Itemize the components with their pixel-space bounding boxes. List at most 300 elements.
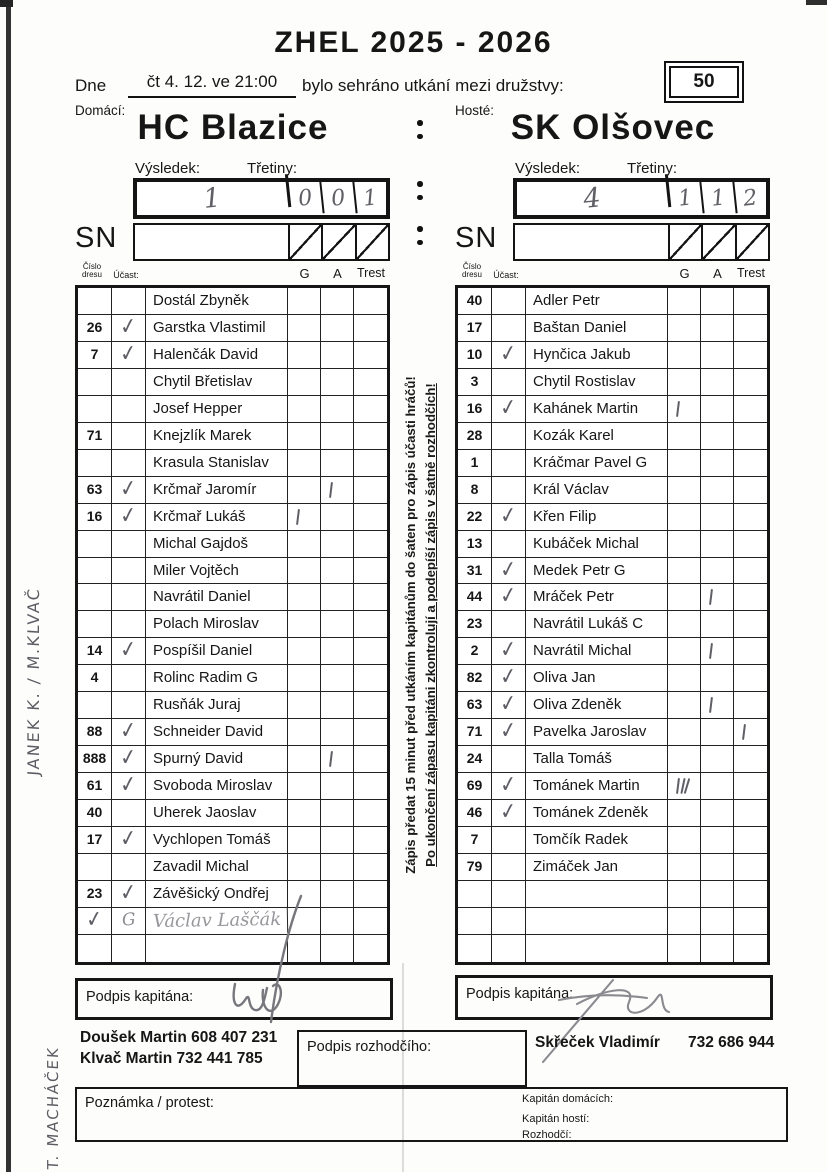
penalty-cell (734, 827, 767, 853)
player-number-cell: 63 (78, 477, 112, 503)
player-number-cell (78, 531, 112, 557)
goals-cell (288, 396, 321, 422)
player-name-cell: Zavadil Michal (146, 854, 288, 880)
goals-cell (288, 665, 321, 691)
penalty-cell (734, 531, 767, 557)
referee-signature-label: Podpis rozhodčího: (307, 1039, 432, 1055)
player-name-cell: Dostál Zbyněk (146, 288, 288, 314)
player-name-cell: Rolinc Radim G (146, 665, 288, 691)
goals-cell (288, 315, 321, 341)
attendance-cell (112, 315, 146, 341)
penalty-cell (354, 342, 387, 368)
player-row (458, 665, 767, 692)
player-number-cell (78, 288, 112, 314)
penalty-cell (354, 854, 387, 880)
attendance-cell (112, 611, 146, 637)
goals-cell (288, 908, 321, 934)
assists-cell (701, 315, 734, 341)
player-name-cell: Krčmař Lukáš (146, 504, 288, 530)
player-row (458, 558, 767, 585)
sn-diagonal-cell (323, 225, 356, 259)
player-name-cell: Mráček Petr (526, 584, 668, 610)
penalty-cell (354, 881, 387, 907)
player-number-cell (78, 584, 112, 610)
assists-cell (701, 719, 734, 745)
match-number-box (664, 61, 744, 103)
player-number-cell: 79 (458, 854, 492, 880)
player-name-cell: Vychlopen Tomáš (146, 827, 288, 853)
tally-mark (329, 482, 333, 498)
captain-home-label: Kapitán domácích: (522, 1093, 614, 1105)
goals-cell (288, 881, 321, 907)
attendance-cell (492, 908, 526, 934)
player-row (458, 504, 767, 531)
goals-cell (668, 746, 701, 772)
home-roster-table (75, 285, 390, 965)
assists-cell (321, 908, 354, 934)
margin-note-lower: T. MACHÁČEK (44, 1045, 62, 1171)
attendance-check-icon: ✓ (118, 717, 139, 745)
player-name-cell: Tománek Zdeněk (526, 800, 668, 826)
attendance-check-icon: ✓ (118, 313, 139, 341)
penalty-cell (734, 638, 767, 664)
assists-cell (321, 315, 354, 341)
player-number-cell: 8 (458, 477, 492, 503)
penalty-cell (354, 773, 387, 799)
attendance-cell (112, 935, 146, 962)
assists-cell (701, 396, 734, 422)
player-number-cell: 17 (458, 315, 492, 341)
assists-cell (701, 450, 734, 476)
sn-diagonal-cell (290, 225, 323, 259)
assists-cell (701, 531, 734, 557)
attendance-cell (112, 584, 146, 610)
penalty-cell (734, 854, 767, 880)
goals-cell (668, 369, 701, 395)
referee-signature-box (297, 1030, 527, 1087)
attendance-cell (112, 342, 146, 368)
home-score-box (133, 178, 390, 219)
penalty-cell (354, 719, 387, 745)
player-row (458, 584, 767, 611)
away-thirds-label: Třetiny: (627, 160, 678, 177)
player-number-cell: 2 (458, 638, 492, 664)
penalty-cell (354, 396, 387, 422)
player-name-cell: Tomčík Radek (526, 827, 668, 853)
penalty-cell (354, 531, 387, 557)
home-attendance-col-header: Účast: (113, 270, 139, 280)
away-attendance-col-header: Účast: (493, 270, 519, 280)
player-name-cell: Krčmař Jaromír (146, 477, 288, 503)
goals-cell (668, 531, 701, 557)
player-number-cell: 22 (458, 504, 492, 530)
instruction-line-1: Zápis předat 15 minut před utkáním kapitánům do šaten pro zápis účasti hráčů! (403, 376, 418, 874)
penalty-cell (354, 746, 387, 772)
assists-cell (321, 665, 354, 691)
penalty-cell (354, 369, 387, 395)
player-name-cell: Schneider David (146, 719, 288, 745)
player-number-cell: 4 (78, 665, 112, 691)
attendance-cell (112, 827, 146, 853)
assists-cell (701, 908, 734, 934)
player-name-cell: Pospíšil Daniel (146, 638, 288, 664)
tally-mark (742, 724, 746, 740)
penalty-cell (734, 665, 767, 691)
assists-cell (321, 854, 354, 880)
player-number-cell: 63 (458, 692, 492, 718)
penalty-cell (354, 558, 387, 584)
goals-cell (668, 288, 701, 314)
attendance-cell (492, 342, 526, 368)
attendance-cell (112, 800, 146, 826)
player-row (78, 315, 387, 342)
player-number-cell: 23 (458, 611, 492, 637)
attendance-cell (492, 827, 526, 853)
away-third-3: 2 (742, 185, 759, 212)
player-name-cell: Navrátil Michal (526, 638, 668, 664)
attendance-check-icon: ✓ (118, 744, 139, 772)
goals-cell (668, 827, 701, 853)
home-goals-col-header: G (299, 266, 310, 281)
player-name-cell (526, 881, 668, 907)
scan-corner-mark (0, 0, 13, 7)
attendance-cell (492, 396, 526, 422)
player-name-cell: Spurný David (146, 746, 288, 772)
goals-cell (668, 719, 701, 745)
away-sn-label: SN (455, 222, 498, 254)
assists-cell (321, 692, 354, 718)
goals-cell (288, 423, 321, 449)
assists-cell (701, 665, 734, 691)
player-number-cell: 26 (78, 315, 112, 341)
attendance-cell (492, 504, 526, 530)
assists-cell (701, 584, 734, 610)
attendance-cell (492, 638, 526, 664)
player-name-cell: Uherek Jaoslav (146, 800, 288, 826)
sn-diagonal-cell (670, 225, 703, 259)
penalty-cell (734, 558, 767, 584)
penalty-cell (734, 881, 767, 907)
tally-mark (329, 751, 333, 767)
goals-cell (668, 396, 701, 422)
sn-blank-cell (515, 225, 670, 259)
home-sn-box (133, 223, 390, 261)
player-name-cell: Halenčák David (146, 342, 288, 368)
assists-cell (321, 342, 354, 368)
home-third-1: 0 (288, 180, 324, 216)
attendance-check-icon: ✓ (498, 717, 519, 745)
home-captain-signature-label: Podpis kapitána: (86, 989, 194, 1005)
player-name-cell: Michal Gajdoš (146, 531, 288, 557)
assists-cell (701, 827, 734, 853)
player-number-cell: 16 (458, 396, 492, 422)
goals-cell (668, 665, 701, 691)
penalty-cell (734, 584, 767, 610)
away-assists-col-header: A (713, 266, 722, 281)
player-row (458, 396, 767, 423)
player-number-cell: 88 (78, 719, 112, 745)
penalty-cell (354, 827, 387, 853)
goals-cell (668, 881, 701, 907)
player-row (458, 638, 767, 665)
assists-cell (701, 611, 734, 637)
assists-cell (701, 746, 734, 772)
assists-cell (701, 692, 734, 718)
home-third-2: 0 (321, 180, 357, 216)
goals-cell (668, 423, 701, 449)
attendance-cell (112, 450, 146, 476)
assists-cell (321, 746, 354, 772)
penalty-cell (734, 800, 767, 826)
away-result-value: 4 (516, 174, 672, 223)
player-row (78, 800, 387, 827)
player-row (458, 773, 767, 800)
player-row (458, 881, 767, 908)
player-row (458, 477, 767, 504)
away-sn-box (513, 223, 770, 261)
player-name-cell: Kozák Karel (526, 423, 668, 449)
player-number-cell: 28 (458, 423, 492, 449)
attendance-check-icon: ✓ (498, 556, 519, 583)
home-label: Domácí: (75, 103, 126, 118)
player-name-cell: Kráčmar Pavel G (526, 450, 668, 476)
away-goals-col-header: G (679, 266, 690, 281)
attendance-check-icon: ✓ (498, 636, 519, 664)
attendance-check-icon: ✓ (118, 475, 139, 503)
away-roster-table (455, 285, 770, 965)
attendance-cell (112, 719, 146, 745)
instruction-line-2: Po ukončení zápasu kapitáni zkontrolují a podepíší zápis v šatně rozhodčích! (423, 383, 438, 867)
goals-cell (288, 504, 321, 530)
player-number-cell: 44 (458, 584, 492, 610)
home-result-value: 1 (136, 174, 292, 223)
player-row (78, 423, 387, 450)
attendance-cell (492, 773, 526, 799)
assists-cell (701, 935, 734, 962)
goals-cell (288, 288, 321, 314)
assists-cell (701, 504, 734, 530)
player-number-cell (78, 450, 112, 476)
penalty-cell (354, 288, 387, 314)
player-number-cell: 16 (78, 504, 112, 530)
player-number-cell: 61 (78, 773, 112, 799)
player-number-cell (78, 935, 112, 962)
attendance-cell (492, 450, 526, 476)
player-name-cell: Kubáček Michal (526, 531, 668, 557)
page-title: ZHEL 2025 - 2026 (274, 26, 553, 59)
penalty-cell (354, 584, 387, 610)
attendance-cell (112, 477, 146, 503)
assists-cell (321, 531, 354, 557)
away-label: Hosté: (455, 103, 495, 118)
player-row (78, 827, 387, 854)
player-number-cell: 46 (458, 800, 492, 826)
home-contacts (80, 1027, 277, 1069)
player-row (78, 665, 387, 692)
penalty-cell (354, 908, 387, 934)
goals-cell (288, 558, 321, 584)
penalty-cell (734, 746, 767, 772)
penalty-cell (734, 773, 767, 799)
player-name-cell: Garstka Vlastimil (146, 315, 288, 341)
player-row (458, 908, 767, 935)
assists-cell (701, 423, 734, 449)
goals-cell (288, 773, 321, 799)
assists-cell (701, 854, 734, 880)
match-number: 50 (669, 66, 739, 98)
attendance-check-icon: ✓ (118, 340, 139, 368)
assists-cell (321, 396, 354, 422)
attendance-check-icon: ✓ (118, 825, 139, 853)
home-contact-2: Klvač Martin 732 441 785 (80, 1050, 263, 1067)
penalty-cell (734, 369, 767, 395)
player-number-cell: 71 (78, 423, 112, 449)
penalty-cell (734, 611, 767, 637)
player-row (458, 692, 767, 719)
attendance-cell (492, 611, 526, 637)
player-row (458, 369, 767, 396)
player-name-cell: Závěšický Ondřej (146, 881, 288, 907)
attendance-cell (492, 369, 526, 395)
penalty-cell (354, 638, 387, 664)
attendance-check-icon: ✓ (498, 502, 519, 530)
player-number-cell (78, 558, 112, 584)
attendance-cell (492, 692, 526, 718)
goals-cell (288, 450, 321, 476)
goals-cell (288, 342, 321, 368)
home-number-col-header: Číslo dresu (81, 262, 102, 279)
sn-diagonal-cell (703, 225, 736, 259)
assists-cell (321, 558, 354, 584)
player-number-cell: 7 (78, 342, 112, 368)
home-assists-col-header: A (333, 266, 342, 281)
assists-cell (701, 773, 734, 799)
assists-cell (321, 584, 354, 610)
penalty-cell (734, 423, 767, 449)
assists-cell (321, 611, 354, 637)
assists-cell (701, 638, 734, 664)
penalty-cell (734, 504, 767, 530)
player-row (458, 423, 767, 450)
goals-cell (288, 854, 321, 880)
player-row (458, 315, 767, 342)
player-name-cell: Chytil Břetislav (146, 369, 288, 395)
attendance-cell (492, 881, 526, 907)
player-row (458, 531, 767, 558)
player-row (78, 584, 387, 611)
penalty-cell (734, 477, 767, 503)
player-row (78, 477, 387, 504)
goals-cell (668, 935, 701, 962)
attendance-cell (112, 288, 146, 314)
player-number-cell: 13 (458, 531, 492, 557)
away-third-2: 1 (701, 180, 737, 216)
assists-cell (701, 477, 734, 503)
player-number-cell: 7 (458, 827, 492, 853)
player-row (458, 854, 767, 881)
assists-cell (701, 558, 734, 584)
home-third-3: 1 (362, 185, 379, 212)
attendance-cell (492, 558, 526, 584)
attendance-cell (492, 854, 526, 880)
away-captain-signature-box (455, 975, 773, 1020)
penalty-cell (734, 396, 767, 422)
penalty-cell (354, 504, 387, 530)
assists-cell (321, 369, 354, 395)
player-row (78, 611, 387, 638)
player-number-cell: 888 (78, 746, 112, 772)
penalty-cell (354, 800, 387, 826)
assists-cell (701, 800, 734, 826)
player-row (78, 746, 387, 773)
player-number-cell: 10 (458, 342, 492, 368)
attendance-cell (492, 935, 526, 962)
player-row (78, 638, 387, 665)
player-row (458, 827, 767, 854)
player-name-cell: Krasula Stanislav (146, 450, 288, 476)
tally-mark (296, 509, 300, 525)
goals-cell (668, 800, 701, 826)
player-number-cell: 17 (78, 827, 112, 853)
away-contact-name: Skřeček Vladimír (535, 1034, 660, 1051)
player-row (458, 719, 767, 746)
attendance-cell (492, 288, 526, 314)
penalty-cell (354, 423, 387, 449)
goals-cell (288, 611, 321, 637)
home-team-name: HC Blazice (137, 108, 329, 147)
goals-cell (668, 315, 701, 341)
player-name-cell: Navrátil Lukáš C (526, 611, 668, 637)
scan-edge-line (6, 0, 11, 1172)
attendance-cell (112, 558, 146, 584)
goals-cell (668, 584, 701, 610)
assists-cell (701, 881, 734, 907)
goals-cell (288, 584, 321, 610)
player-row (78, 773, 387, 800)
player-name-cell (526, 908, 668, 934)
attendance-cell (112, 369, 146, 395)
assists-cell (321, 827, 354, 853)
attendance-cell (492, 584, 526, 610)
player-name-cell: Polach Miroslav (146, 611, 288, 637)
player-number-cell: 69 (458, 773, 492, 799)
home-captain-signature-box (75, 978, 393, 1020)
player-number-cell: 1 (458, 450, 492, 476)
goals-cell (288, 719, 321, 745)
player-name-cell: Pavelka Jaroslav (526, 719, 668, 745)
attendance-check-icon: ✓ (498, 340, 519, 368)
penalty-cell (354, 315, 387, 341)
attendance-cell (492, 531, 526, 557)
assists-cell (321, 800, 354, 826)
player-row (78, 396, 387, 423)
player-row (78, 719, 387, 746)
player-number-cell (78, 692, 112, 718)
assists-cell (321, 477, 354, 503)
attendance-cell (492, 315, 526, 341)
colon-separator (417, 120, 423, 147)
player-row (78, 881, 387, 908)
away-team-name: SK Olšovec (510, 108, 716, 147)
tally-mark (709, 589, 713, 605)
away-number-col-header: Číslo dresu (461, 262, 482, 279)
goals-cell (668, 450, 701, 476)
player-row (458, 800, 767, 827)
assists-cell (321, 881, 354, 907)
player-row (78, 935, 387, 962)
colon-separator (417, 226, 423, 253)
goals-cell (668, 477, 701, 503)
